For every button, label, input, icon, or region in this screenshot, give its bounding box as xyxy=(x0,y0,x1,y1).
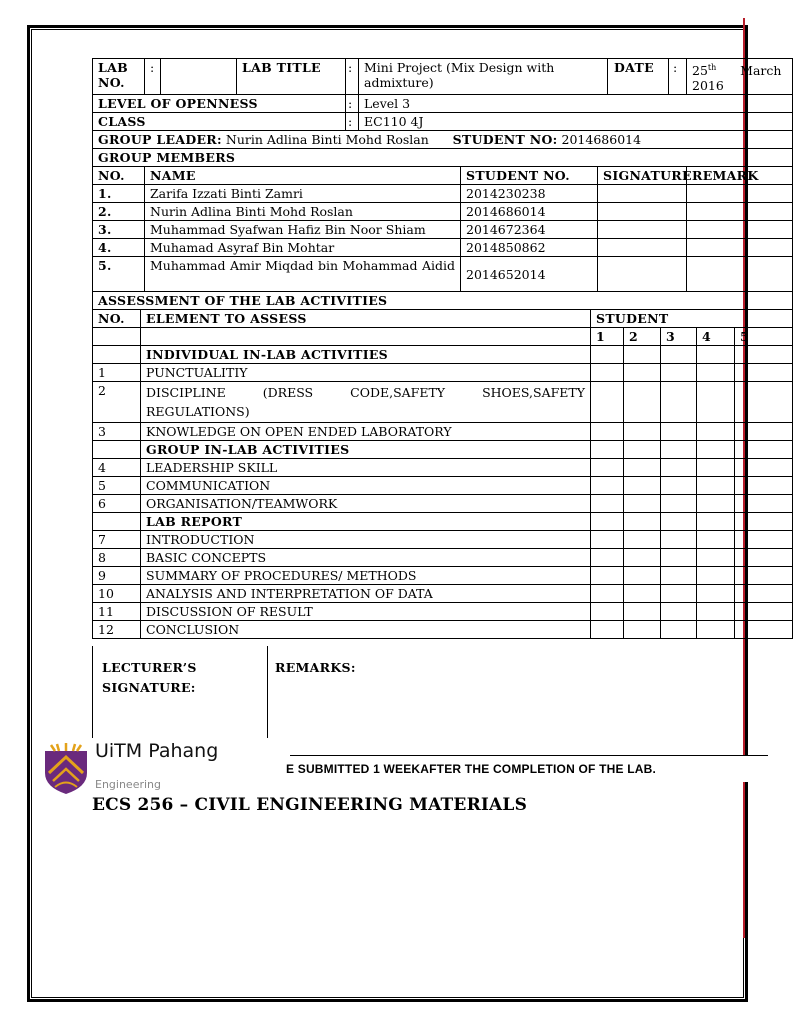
members-col-remark: REMARK xyxy=(687,167,793,185)
assessment-table xyxy=(92,309,793,639)
member-name: Nurin Adlina Binti Mohd Roslan xyxy=(145,203,461,221)
score-cell xyxy=(697,531,735,549)
faculty-name-fragment: Engineering xyxy=(95,778,161,791)
member-remark xyxy=(687,221,793,239)
assessment-row xyxy=(93,603,793,621)
score-cell xyxy=(661,364,697,382)
score-cell xyxy=(697,585,735,603)
lecturer-signature-label-line: SIGNATURE: xyxy=(102,680,196,695)
score-cell xyxy=(697,603,735,621)
score-cell xyxy=(697,621,735,639)
score-cell xyxy=(591,346,624,364)
score-cell xyxy=(661,459,697,477)
member-name: Muhammad Syafwan Hafiz Bin Noor Shiam xyxy=(145,221,461,239)
item-text: SUMMARY OF PROCEDURES/ METHODS xyxy=(141,567,591,585)
blank-cell xyxy=(93,328,141,346)
members-col-student-no: STUDENT NO. xyxy=(461,167,598,185)
score-cell xyxy=(697,364,735,382)
member-row xyxy=(93,239,793,257)
score-cell xyxy=(697,459,735,477)
member-no: 2. xyxy=(93,203,145,221)
item-text: PUNCTUALITIY xyxy=(141,364,591,382)
score-cell xyxy=(624,567,661,585)
score-cell xyxy=(661,585,697,603)
blank-cell xyxy=(93,346,141,364)
members-header-row xyxy=(93,167,793,185)
score-cell xyxy=(735,621,793,639)
assessment-row xyxy=(93,382,793,423)
score-cell xyxy=(735,531,793,549)
lab-no-label: LAB NO. xyxy=(93,59,145,95)
score-cell xyxy=(661,495,697,513)
member-no: 5. xyxy=(93,257,145,292)
lecturer-signature-label xyxy=(102,658,197,698)
score-cell xyxy=(735,459,793,477)
group-members-title-row xyxy=(93,149,793,167)
item-text: DISCUSSION OF RESULT xyxy=(141,603,591,621)
score-cell xyxy=(661,423,697,441)
score-cell xyxy=(661,477,697,495)
score-cell xyxy=(624,513,661,531)
member-student-no: 2014850862 xyxy=(461,239,598,257)
member-remark xyxy=(687,239,793,257)
group-leader-cell xyxy=(93,131,793,149)
item-no: 2 xyxy=(93,382,141,423)
member-student-no: 2014230238 xyxy=(461,185,598,203)
score-cell xyxy=(697,549,735,567)
score-cell xyxy=(591,382,624,423)
score-cell xyxy=(591,441,624,459)
score-cell xyxy=(661,346,697,364)
member-no: 4. xyxy=(93,239,145,257)
score-cell xyxy=(661,441,697,459)
score-cell xyxy=(591,585,624,603)
item-no: 6 xyxy=(93,495,141,513)
class-row xyxy=(93,113,793,131)
assessment-row xyxy=(93,364,793,382)
lecturer-section xyxy=(92,646,758,738)
score-cell xyxy=(697,477,735,495)
score-cell xyxy=(624,364,661,382)
score-cell xyxy=(591,603,624,621)
item-text-line: REGULATIONS) xyxy=(146,404,250,420)
member-signature xyxy=(598,221,687,239)
item-text: ORGANISATION/TEAMWORK xyxy=(141,495,591,513)
member-row xyxy=(93,221,793,239)
student-number: 4 xyxy=(697,328,735,346)
score-cell xyxy=(697,441,735,459)
section-heading-row xyxy=(93,346,793,364)
student-number: 3 xyxy=(661,328,697,346)
colon: : xyxy=(346,113,359,131)
member-no: 3. xyxy=(93,221,145,239)
score-cell xyxy=(624,495,661,513)
member-name: Muhamad Asyraf Bin Mohtar xyxy=(145,239,461,257)
date-value xyxy=(687,59,793,95)
score-cell xyxy=(735,441,793,459)
blank-cell xyxy=(93,441,141,459)
score-cell xyxy=(697,382,735,423)
score-cell xyxy=(591,621,624,639)
score-cell xyxy=(735,477,793,495)
group-leader-row xyxy=(93,131,793,149)
score-cell xyxy=(661,603,697,621)
date-month: March xyxy=(740,63,782,79)
item-no: 12 xyxy=(93,621,141,639)
item-no: 9 xyxy=(93,567,141,585)
item-text xyxy=(141,382,591,423)
member-name: Zarifa Izzati Binti Zamri xyxy=(145,185,461,203)
date-day: 25 xyxy=(692,63,708,79)
assessment-title: ASSESSMENT OF THE LAB ACTIVITIES xyxy=(93,292,793,310)
member-signature xyxy=(598,239,687,257)
score-cell xyxy=(624,603,661,621)
score-cell xyxy=(697,346,735,364)
section-heading: GROUP IN-LAB ACTIVITIES xyxy=(141,441,591,459)
score-cell xyxy=(697,513,735,531)
score-cell xyxy=(624,346,661,364)
score-cell xyxy=(661,513,697,531)
submission-note: E SUBMITTED 1 WEEKAFTER THE COMPLETION OF THE LAB. xyxy=(286,762,656,776)
score-cell xyxy=(661,621,697,639)
score-cell xyxy=(624,585,661,603)
item-no: 5 xyxy=(93,477,141,495)
score-cell xyxy=(624,459,661,477)
item-no: 4 xyxy=(93,459,141,477)
score-cell xyxy=(591,459,624,477)
uitm-logo-icon xyxy=(43,743,89,795)
member-student-no: 2014652014 xyxy=(461,257,598,292)
item-text: INTRODUCTION xyxy=(141,531,591,549)
score-cell xyxy=(735,346,793,364)
item-text: KNOWLEDGE ON OPEN ENDED LABORATORY xyxy=(141,423,591,441)
member-signature xyxy=(598,203,687,221)
score-cell xyxy=(735,549,793,567)
members-col-name: NAME xyxy=(145,167,461,185)
assessment-row xyxy=(93,567,793,585)
member-student-no: 2014686014 xyxy=(461,203,598,221)
member-remark xyxy=(687,257,793,292)
lab-header-row xyxy=(93,59,793,95)
student-number: 2 xyxy=(624,328,661,346)
score-cell xyxy=(591,513,624,531)
assessment-header-row xyxy=(93,310,793,328)
lecturer-divider xyxy=(267,646,268,738)
section-heading-row xyxy=(93,513,793,531)
member-remark xyxy=(687,203,793,221)
assessment-col-element: ELEMENT TO ASSESS xyxy=(141,310,591,328)
item-text: CONCLUSION xyxy=(141,621,591,639)
openness-value: Level 3 xyxy=(359,95,793,113)
student-number: 1 xyxy=(591,328,624,346)
assessment-col-no: NO. xyxy=(93,310,141,328)
assessment-row xyxy=(93,549,793,567)
member-name: Muhammad Amir Miqdad bin Mohammad Aidid xyxy=(145,257,461,292)
member-signature xyxy=(598,185,687,203)
item-text-line: DISCIPLINE (DRESS CODE,SAFETY SHOES,SAFETY xyxy=(146,385,585,401)
assessment-row xyxy=(93,495,793,513)
score-cell xyxy=(661,549,697,567)
lab-no-value xyxy=(161,59,237,95)
student-no-value: 2014686014 xyxy=(561,132,642,148)
score-cell xyxy=(735,585,793,603)
date-label: DATE xyxy=(608,59,669,95)
score-cell xyxy=(735,382,793,423)
item-no: 3 xyxy=(93,423,141,441)
class-label: CLASS xyxy=(93,113,346,131)
assessment-col-student: STUDENT xyxy=(591,310,793,328)
student-number: 5 xyxy=(735,328,793,346)
class-value: EC110 4J xyxy=(359,113,793,131)
member-row xyxy=(93,257,793,292)
lecturer-signature-label-line: LECTURER’S xyxy=(102,660,197,675)
score-cell xyxy=(735,423,793,441)
item-no: 10 xyxy=(93,585,141,603)
colon: : xyxy=(346,95,359,113)
assessment-row xyxy=(93,477,793,495)
item-no: 8 xyxy=(93,549,141,567)
score-cell xyxy=(624,441,661,459)
campus-name: UiTM Pahang xyxy=(95,740,219,762)
assessment-row xyxy=(93,585,793,603)
item-text: ANALYSIS AND INTERPRETATION OF DATA xyxy=(141,585,591,603)
colon: : xyxy=(145,59,161,95)
score-cell xyxy=(735,603,793,621)
date-suffix: th xyxy=(707,63,717,72)
score-cell xyxy=(735,567,793,585)
member-row xyxy=(93,185,793,203)
assessment-row xyxy=(93,423,793,441)
score-cell xyxy=(735,364,793,382)
score-cell xyxy=(624,423,661,441)
item-text: COMMUNICATION xyxy=(141,477,591,495)
item-no: 1 xyxy=(93,364,141,382)
score-cell xyxy=(661,531,697,549)
uitm-banner xyxy=(40,740,768,798)
score-cell xyxy=(697,423,735,441)
lab-info-table xyxy=(92,58,793,310)
lab-title-label: LAB TITLE xyxy=(237,59,346,95)
score-cell xyxy=(624,621,661,639)
assessment-row xyxy=(93,459,793,477)
lab-form xyxy=(92,58,782,738)
member-remark xyxy=(687,185,793,203)
members-col-no: NO. xyxy=(93,167,145,185)
student-number-row xyxy=(93,328,793,346)
section-heading: INDIVIDUAL IN-LAB ACTIVITIES xyxy=(141,346,591,364)
score-cell xyxy=(591,531,624,549)
score-cell xyxy=(591,495,624,513)
score-cell xyxy=(735,513,793,531)
lab-title-value: Mini Project (Mix Design with admixture) xyxy=(359,59,608,95)
section-heading: LAB REPORT xyxy=(141,513,591,531)
student-no-label: STUDENT NO: xyxy=(452,132,558,148)
score-cell xyxy=(697,495,735,513)
score-cell xyxy=(591,364,624,382)
score-cell xyxy=(624,382,661,423)
score-cell xyxy=(624,549,661,567)
colon: : xyxy=(346,59,359,95)
score-cell xyxy=(624,477,661,495)
group-leader-label: GROUP LEADER: xyxy=(98,132,222,148)
openness-label: LEVEL OF OPENNESS xyxy=(93,95,346,113)
openness-row xyxy=(93,95,793,113)
score-cell xyxy=(591,423,624,441)
group-members-title: GROUP MEMBERS xyxy=(93,149,793,167)
remarks-label: REMARKS: xyxy=(275,660,356,675)
item-no: 7 xyxy=(93,531,141,549)
item-text: BASIC CONCEPTS xyxy=(141,549,591,567)
colon: : xyxy=(669,59,687,95)
course-title: ECS 256 – CIVIL ENGINEERING MATERIALS xyxy=(92,795,528,815)
member-no: 1. xyxy=(93,185,145,203)
members-col-signature: SIGNATURE xyxy=(598,167,687,185)
group-leader-value: Nurin Adlina Binti Mohd Roslan xyxy=(225,132,429,148)
score-cell xyxy=(591,477,624,495)
blank-cell xyxy=(141,328,591,346)
score-cell xyxy=(591,549,624,567)
score-cell xyxy=(661,382,697,423)
member-signature xyxy=(598,257,687,292)
assessment-row xyxy=(93,531,793,549)
blank-cell xyxy=(93,513,141,531)
score-cell xyxy=(624,531,661,549)
section-heading-row xyxy=(93,441,793,459)
assessment-title-row xyxy=(93,292,793,310)
date-year: 2016 xyxy=(692,78,724,94)
item-text: LEADERSHIP SKILL xyxy=(141,459,591,477)
score-cell xyxy=(697,567,735,585)
item-no: 11 xyxy=(93,603,141,621)
score-cell xyxy=(591,567,624,585)
assessment-row xyxy=(93,621,793,639)
member-student-no: 2014672364 xyxy=(461,221,598,239)
score-cell xyxy=(735,495,793,513)
member-row xyxy=(93,203,793,221)
score-cell xyxy=(661,567,697,585)
